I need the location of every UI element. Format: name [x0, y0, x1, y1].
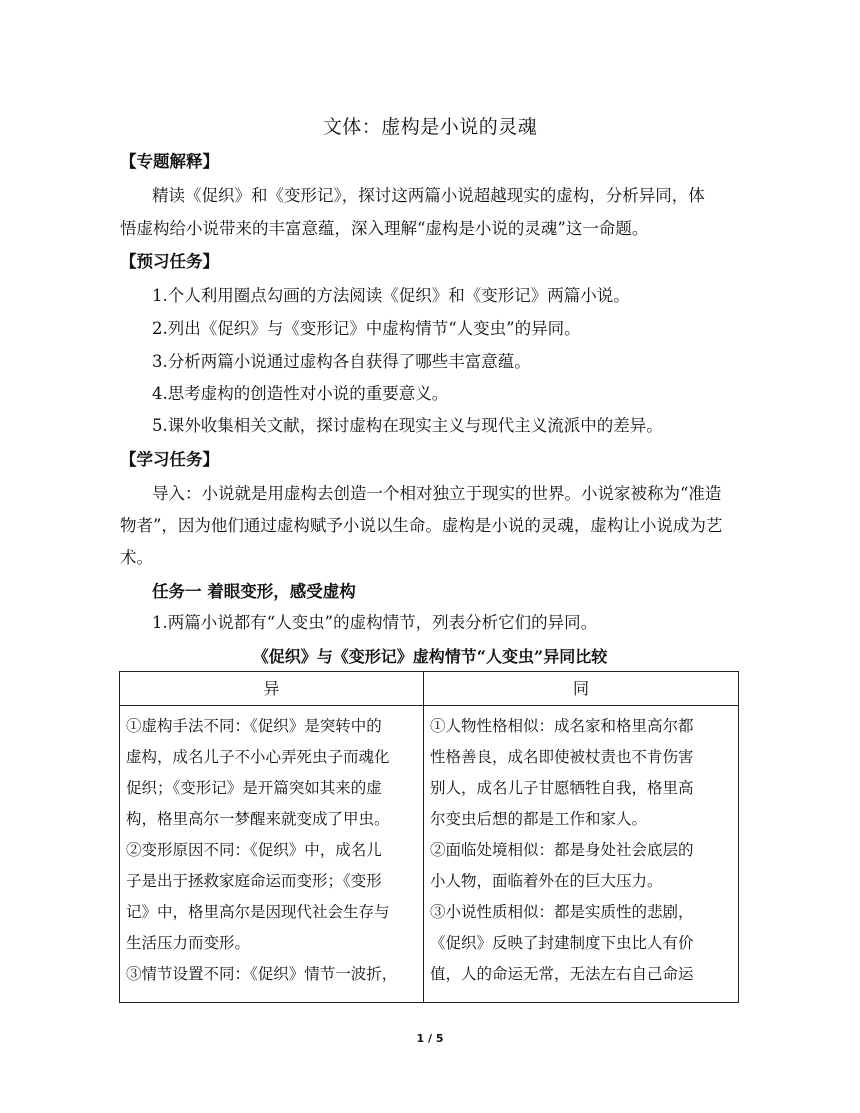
same-cell-line: 小人物，面临着外在的巨大压力。 [430, 872, 663, 890]
task1-heading: 任务一 着眼变形，感受虚构 [152, 582, 356, 601]
same-cell-line: 别人，成名儿子甘愿牺牲自我，格里高 [430, 779, 694, 797]
intro-line-1: 导入：小说就是用虚构去创造一个相对独立于现实的世界。小说家被称为“准造 [152, 484, 722, 503]
same-cell-line: 性格善良，成名即使被杖责也不肯伤害 [430, 748, 694, 766]
diff-cell-line: 生活压力而变形。 [126, 934, 251, 952]
preview-item: 2.列出《促织》与《变形记》中虚构情节“人变虫”的异同。 [152, 319, 581, 338]
diff-cell-line: 记》中，格里高尔是因现代社会生存与 [126, 903, 390, 921]
preview-item: 5.课外收集相关文献，探讨虚构在现实主义与现代主义流派中的差异。 [152, 416, 663, 435]
diff-cell-line: 促织；《变形记》是开篇突如其来的虚 [126, 779, 382, 797]
table-header-divider [120, 705, 738, 706]
diff-cell-line: 构，格里高尔一梦醒来就变成了甲虫。 [126, 810, 390, 828]
preview-item: 4.思考虚构的创造性对小说的重要意义。 [152, 384, 449, 403]
same-cell-line: 值，人的命运无常，无法左右自己命运 [430, 965, 694, 983]
interpretation-paragraph-line-1: 精读《促织》和《变形记》，探讨这两篇小说超越现实的虚构，分析异同，体 [152, 186, 705, 205]
study-heading: 【学习任务】 [120, 450, 219, 469]
diff-cell-line: 子是出于拯救家庭命运而变形；《变形 [126, 872, 382, 890]
same-cell-line: ③小说性质相似：都是实质性的悲剧， [430, 903, 694, 921]
preview-heading: 【预习任务】 [120, 252, 219, 271]
task1-question-1: 1.两篇小说都有“人变虫”的虚构情节，列表分析它们的异同。 [152, 613, 598, 632]
intro-line-3: 术。 [120, 548, 153, 567]
preview-item: 3.分析两篇小说通过虚构各自获得了哪些丰富意蕴。 [152, 352, 531, 371]
comparison-table [119, 671, 739, 1003]
preview-item: 1.个人利用圈点勾画的方法阅读《促织》和《变形记》两篇小说。 [152, 286, 630, 305]
table-header-same: 同 [572, 679, 589, 698]
table-header-diff: 异 [263, 679, 280, 698]
table-caption: 《促织》与《变形记》虚构情节“人变虫”异同比较 [252, 647, 608, 666]
same-cell-line: ①人物性格相似：成名家和格里高尔都 [430, 717, 694, 735]
diff-cell-line: 虚构，成名儿子不小心弄死虫子而魂化 [126, 748, 390, 766]
table-column-divider [423, 672, 424, 1002]
same-cell-line: 尔变虫后想的都是工作和家人。 [430, 810, 648, 828]
diff-cell-line: ③情节设置不同：《促织》情节一波折， [126, 965, 398, 983]
interpretation-heading: 【专题解释】 [120, 152, 219, 171]
same-cell-line: 《促织》反映了封建制度下虫比人有价 [430, 934, 694, 952]
page-number: 1 / 5 [416, 1032, 444, 1045]
same-cell-line: ②面临处境相似：都是身处社会底层的 [430, 841, 694, 859]
diff-cell-line: ①虚构手法不同：《促织》是突转中的 [126, 717, 382, 735]
interpretation-paragraph-line-2: 悟虚构给小说带来的丰富意蕴，深入理解“虚构是小说的灵魂”这一命题。 [120, 219, 649, 238]
intro-line-2: 物者”，因为他们通过虚构赋予小说以生命。虚构是小说的灵魂，虚构让小说成为艺 [120, 516, 723, 535]
document-title: 文体：虚构是小说的灵魂 [322, 116, 538, 138]
diff-cell-line: ②变形原因不同：《促织》中，成名儿 [126, 841, 382, 859]
